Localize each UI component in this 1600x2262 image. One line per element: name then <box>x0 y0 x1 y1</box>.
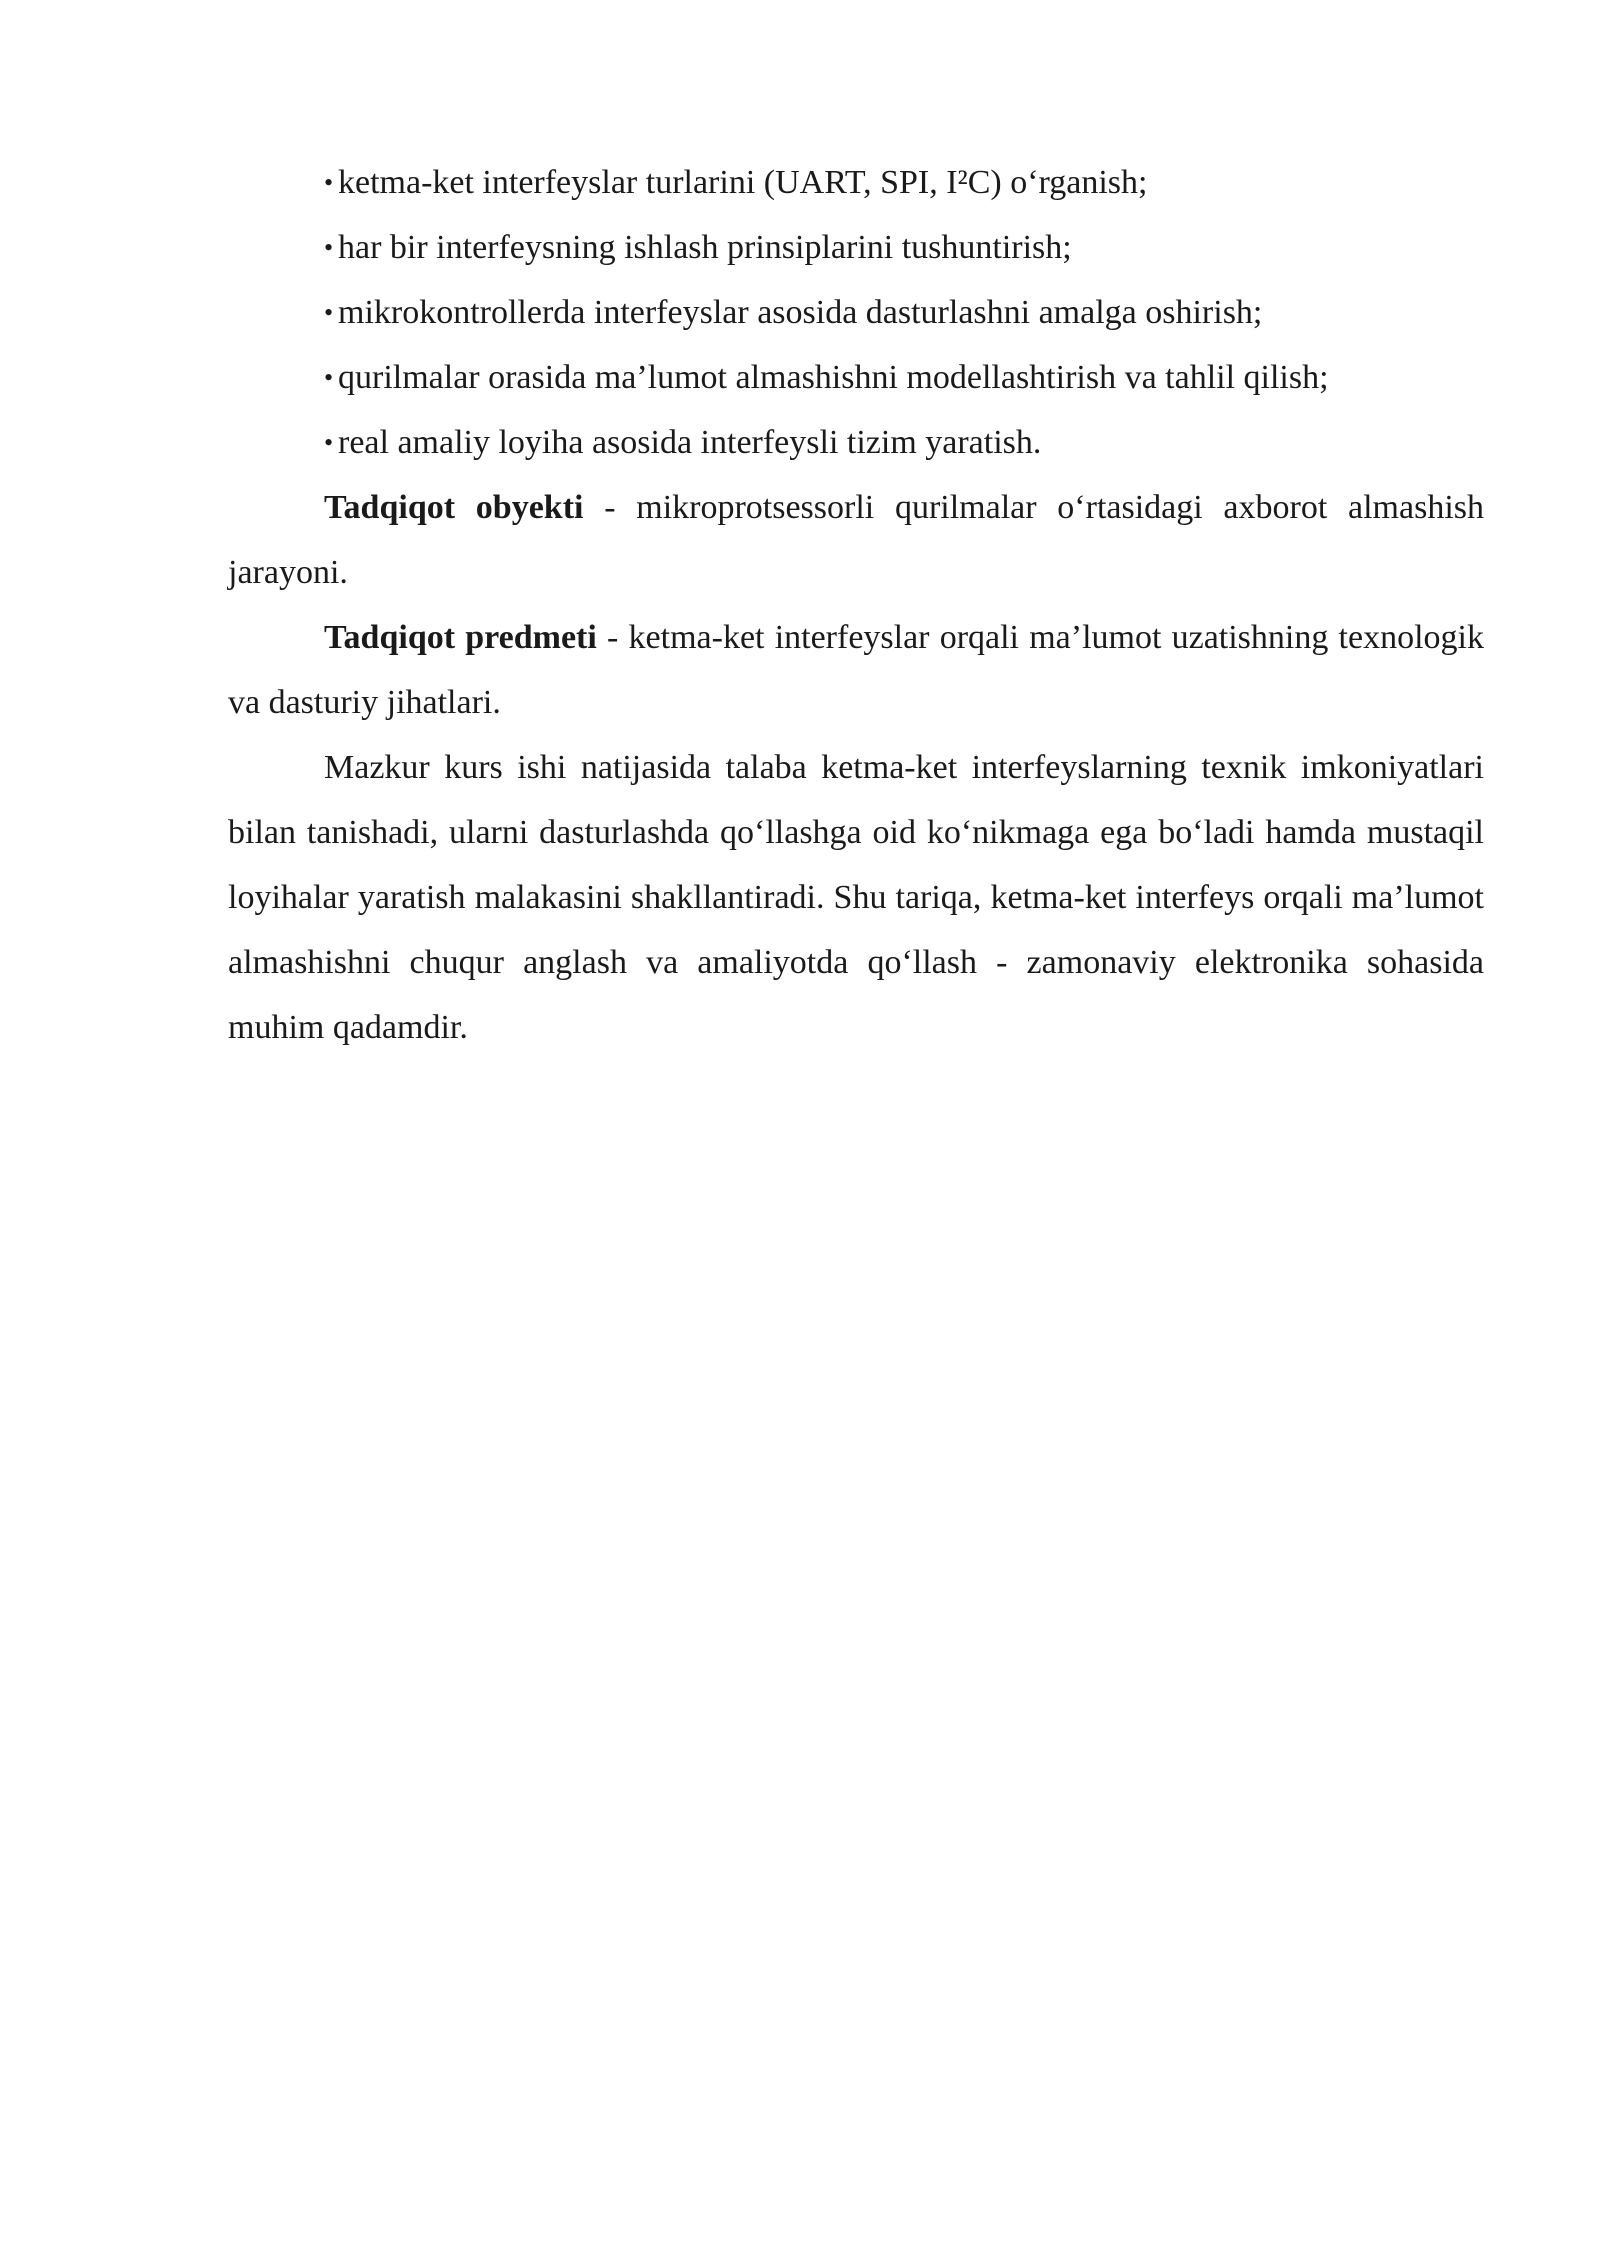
research-subject-paragraph <box>228 605 1484 735</box>
objectives-list <box>228 150 1484 475</box>
list-item-text: har bir interfeysning ishlash prinsiplarini tushuntirish; <box>338 229 1072 266</box>
list-item-text: mikrokontrollerda interfeyslar asosida dasturlashni amalga oshirish; <box>338 294 1263 331</box>
bullet-icon: • <box>324 298 334 327</box>
list-item <box>228 410 1484 475</box>
page-content <box>228 150 1484 1060</box>
list-item-text: qurilmalar orasida ma’lumot almashishni modellashtirish va tahlil qilish; <box>338 359 1329 396</box>
research-object-paragraph <box>228 475 1484 605</box>
list-item <box>228 150 1484 215</box>
research-object-text: - mikroprotsessorli qurilmalar o‘rtasidagi axborot almashish jarayoni. <box>228 489 1485 591</box>
research-object-term: Tadqiqot obyekti <box>324 489 584 526</box>
bullet-icon: • <box>324 428 334 457</box>
conclusion-text: Mazkur kurs ishi natijasida talaba ketma-ket interfeyslarning texnik imkoniyatlari bilan tanishadi, ularni dasturlashda qo‘llashga oid ko‘nikmaga ega bo‘ladi hamda mustaqil loyihalar yaratish malakasini shakllantiradi. Shu tariqa, ketma-ket interfeys orqali ma’lumot almashishni chuqur anglash va amaliyotda qo‘llash - zamonaviy elektronika sohasida muhim qadamdir. <box>228 749 1484 1046</box>
bullet-icon: • <box>324 168 334 197</box>
bullet-icon: • <box>324 363 334 392</box>
list-item <box>228 215 1484 280</box>
list-item-text: real amaliy loyiha asosida interfeysli tizim yaratish. <box>338 424 1042 461</box>
list-item <box>228 345 1484 410</box>
research-subject-term: Tadqiqot predmeti <box>324 619 597 656</box>
bullet-icon: • <box>324 233 334 262</box>
research-subject-text: - ketma-ket interfeyslar orqali ma’lumot uzatishning texnologik va dasturiy jihatlari. <box>228 619 1484 721</box>
conclusion-paragraph <box>228 735 1484 1060</box>
list-item-text: ketma-ket interfeyslar turlarini (UART, SPI, I²C) o‘rganish; <box>338 164 1148 201</box>
list-item <box>228 280 1484 345</box>
